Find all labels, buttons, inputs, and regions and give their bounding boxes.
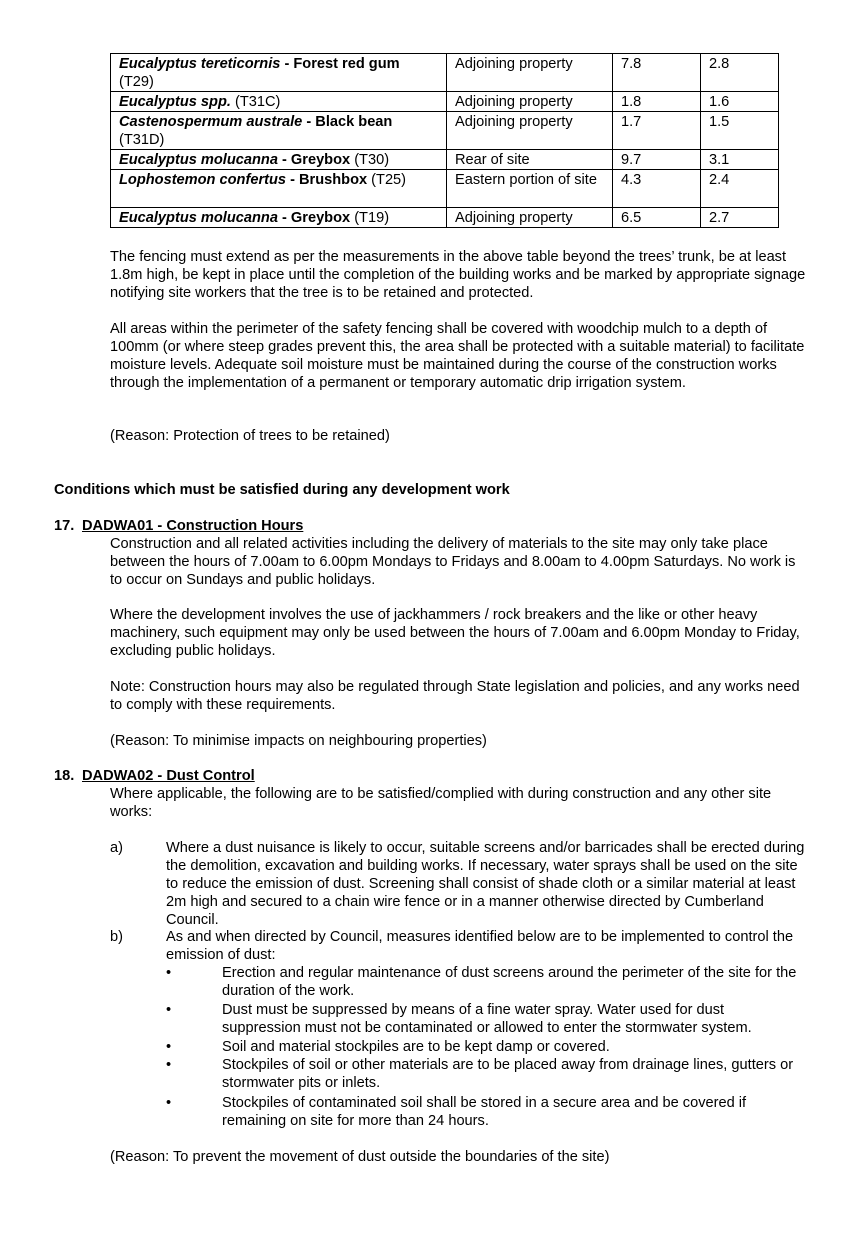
tree-protection-table [110, 53, 779, 228]
value-cell: 2.8 [701, 54, 779, 92]
bullet-text: Soil and material stockpiles are to be kept damp or covered. [222, 1039, 610, 1055]
condition-title: DADWA01 - Construction Hours [82, 518, 304, 534]
value-cell: 1.8 [613, 92, 701, 112]
location-cell: Eastern portion of site [447, 170, 613, 208]
location-cell: Adjoining property [447, 54, 613, 92]
tree-species-cell: Eucalyptus spp. (T31C) [111, 92, 447, 112]
value-cell: 2.7 [701, 208, 779, 228]
location-cell: Rear of site [447, 150, 613, 170]
fencing-paragraph: The fencing must extend as per the measurements in the above table beyond the trees’ trunk, be at least 1.8m high, be kept in place until the completion of the building works and be marked by appropriate signage notifying site workers that the tree is to be retained and protected. [110, 249, 806, 301]
condition-number: 18. [54, 768, 75, 784]
table-row [111, 54, 779, 92]
bullet-text: Stockpiles of contaminated soil shall be stored in a secure area and be covered if remaining on site for more than 24 hours. [222, 1095, 747, 1129]
value-cell: 6.5 [613, 208, 701, 228]
condition-number: 17. [54, 518, 75, 534]
tree-species-cell: Eucalyptus molucanna - Greybox (T30) [111, 150, 447, 170]
location-cell: Adjoining property [447, 208, 613, 228]
tree-species-cell: Eucalyptus molucanna - Greybox (T19) [111, 208, 447, 228]
reason-text: (Reason: Protection of trees to be retained) [110, 428, 390, 444]
table-row [111, 150, 779, 170]
item-label: a) [110, 840, 123, 856]
table-row [111, 208, 779, 228]
note-paragraph: Note: Construction hours may also be regulated through State legislation and policies, and any works need to comply with these requirements. [110, 679, 800, 713]
tree-species-cell: Lophostemon confertus - Brushbox (T25) [111, 170, 447, 208]
bullet-icon: • [166, 1039, 172, 1055]
value-cell: 9.7 [613, 150, 701, 170]
item-label: b) [110, 929, 123, 945]
item-text: As and when directed by Council, measures identified below are to be implemented to control the emission of dust: [166, 929, 794, 963]
condition-paragraph: Construction and all related activities including the delivery of materials to the site may only take place between the hours of 7.00am to 6.00pm Mondays to Fridays and 8.00am to 4.00pm Saturdays. No work is to occur on Sundays and public holidays. [110, 536, 796, 588]
tree-species-cell: Eucalyptus tereticornis - Forest red gum (T29) [111, 54, 447, 92]
reason-text: (Reason: To minimise impacts on neighbouring properties) [110, 733, 487, 749]
value-cell: 4.3 [613, 170, 701, 208]
table-row [111, 112, 779, 150]
condition-title: DADWA02 - Dust Control [82, 768, 255, 784]
bullet-icon: • [166, 965, 172, 981]
bullet-text: Dust must be suppressed by means of a fine water spray. Water used for dust suppression must not be contaminated or allowed to enter the stormwater system. [222, 1002, 752, 1036]
section-heading: Conditions which must be satisfied during any development work [54, 482, 510, 498]
bullet-icon: • [166, 1002, 172, 1018]
value-cell: 3.1 [701, 150, 779, 170]
value-cell: 2.4 [701, 170, 779, 208]
bullet-text: Erection and regular maintenance of dust screens around the perimeter of the site for the duration of the work. [222, 965, 797, 999]
mulch-paragraph: All areas within the perimeter of the safety fencing shall be covered with woodchip mulch to a depth of 100mm (or where steep grades prevent this, the area shall be protected with a suitable material) to facilitate moisture levels. Adequate soil moisture must be maintained during the course of the construction works through the implementation of a permanent or temporary automatic drip irrigation system. [110, 321, 805, 391]
table-row [111, 170, 779, 208]
value-cell: 7.8 [613, 54, 701, 92]
condition-paragraph: Where applicable, the following are to be satisfied/complied with during construction and any other site works: [110, 786, 772, 820]
bullet-icon: • [166, 1095, 172, 1111]
reason-text: (Reason: To prevent the movement of dust outside the boundaries of the site) [110, 1149, 610, 1165]
value-cell: 1.5 [701, 112, 779, 150]
table-row [111, 92, 779, 112]
value-cell: 1.6 [701, 92, 779, 112]
value-cell: 1.7 [613, 112, 701, 150]
location-cell: Adjoining property [447, 112, 613, 150]
location-cell: Adjoining property [447, 92, 613, 112]
bullet-text: Stockpiles of soil or other materials are to be placed away from drainage lines, gutters or stormwater pits or inlets. [222, 1057, 794, 1091]
condition-paragraph: Where the development involves the use of jackhammers / rock breakers and the like or other heavy machinery, such equipment may only be used between the hours of 7.00am and 6.00pm Monday to Friday, excluding public holidays. [110, 607, 800, 659]
bullet-icon: • [166, 1057, 172, 1073]
tree-species-cell: Castenospermum australe - Black bean (T31D) [111, 112, 447, 150]
item-text: Where a dust nuisance is likely to occur, suitable screens and/or barricades shall be erected during the demolition, excavation and building works. If necessary, water sprays shall be used on the site to reduce the emission of dust. Screening shall consist of shade cloth or a similar material at least 2m high and secured to a chain wire fence or in a manner otherwise directed by Cumberland Council. [166, 840, 805, 928]
